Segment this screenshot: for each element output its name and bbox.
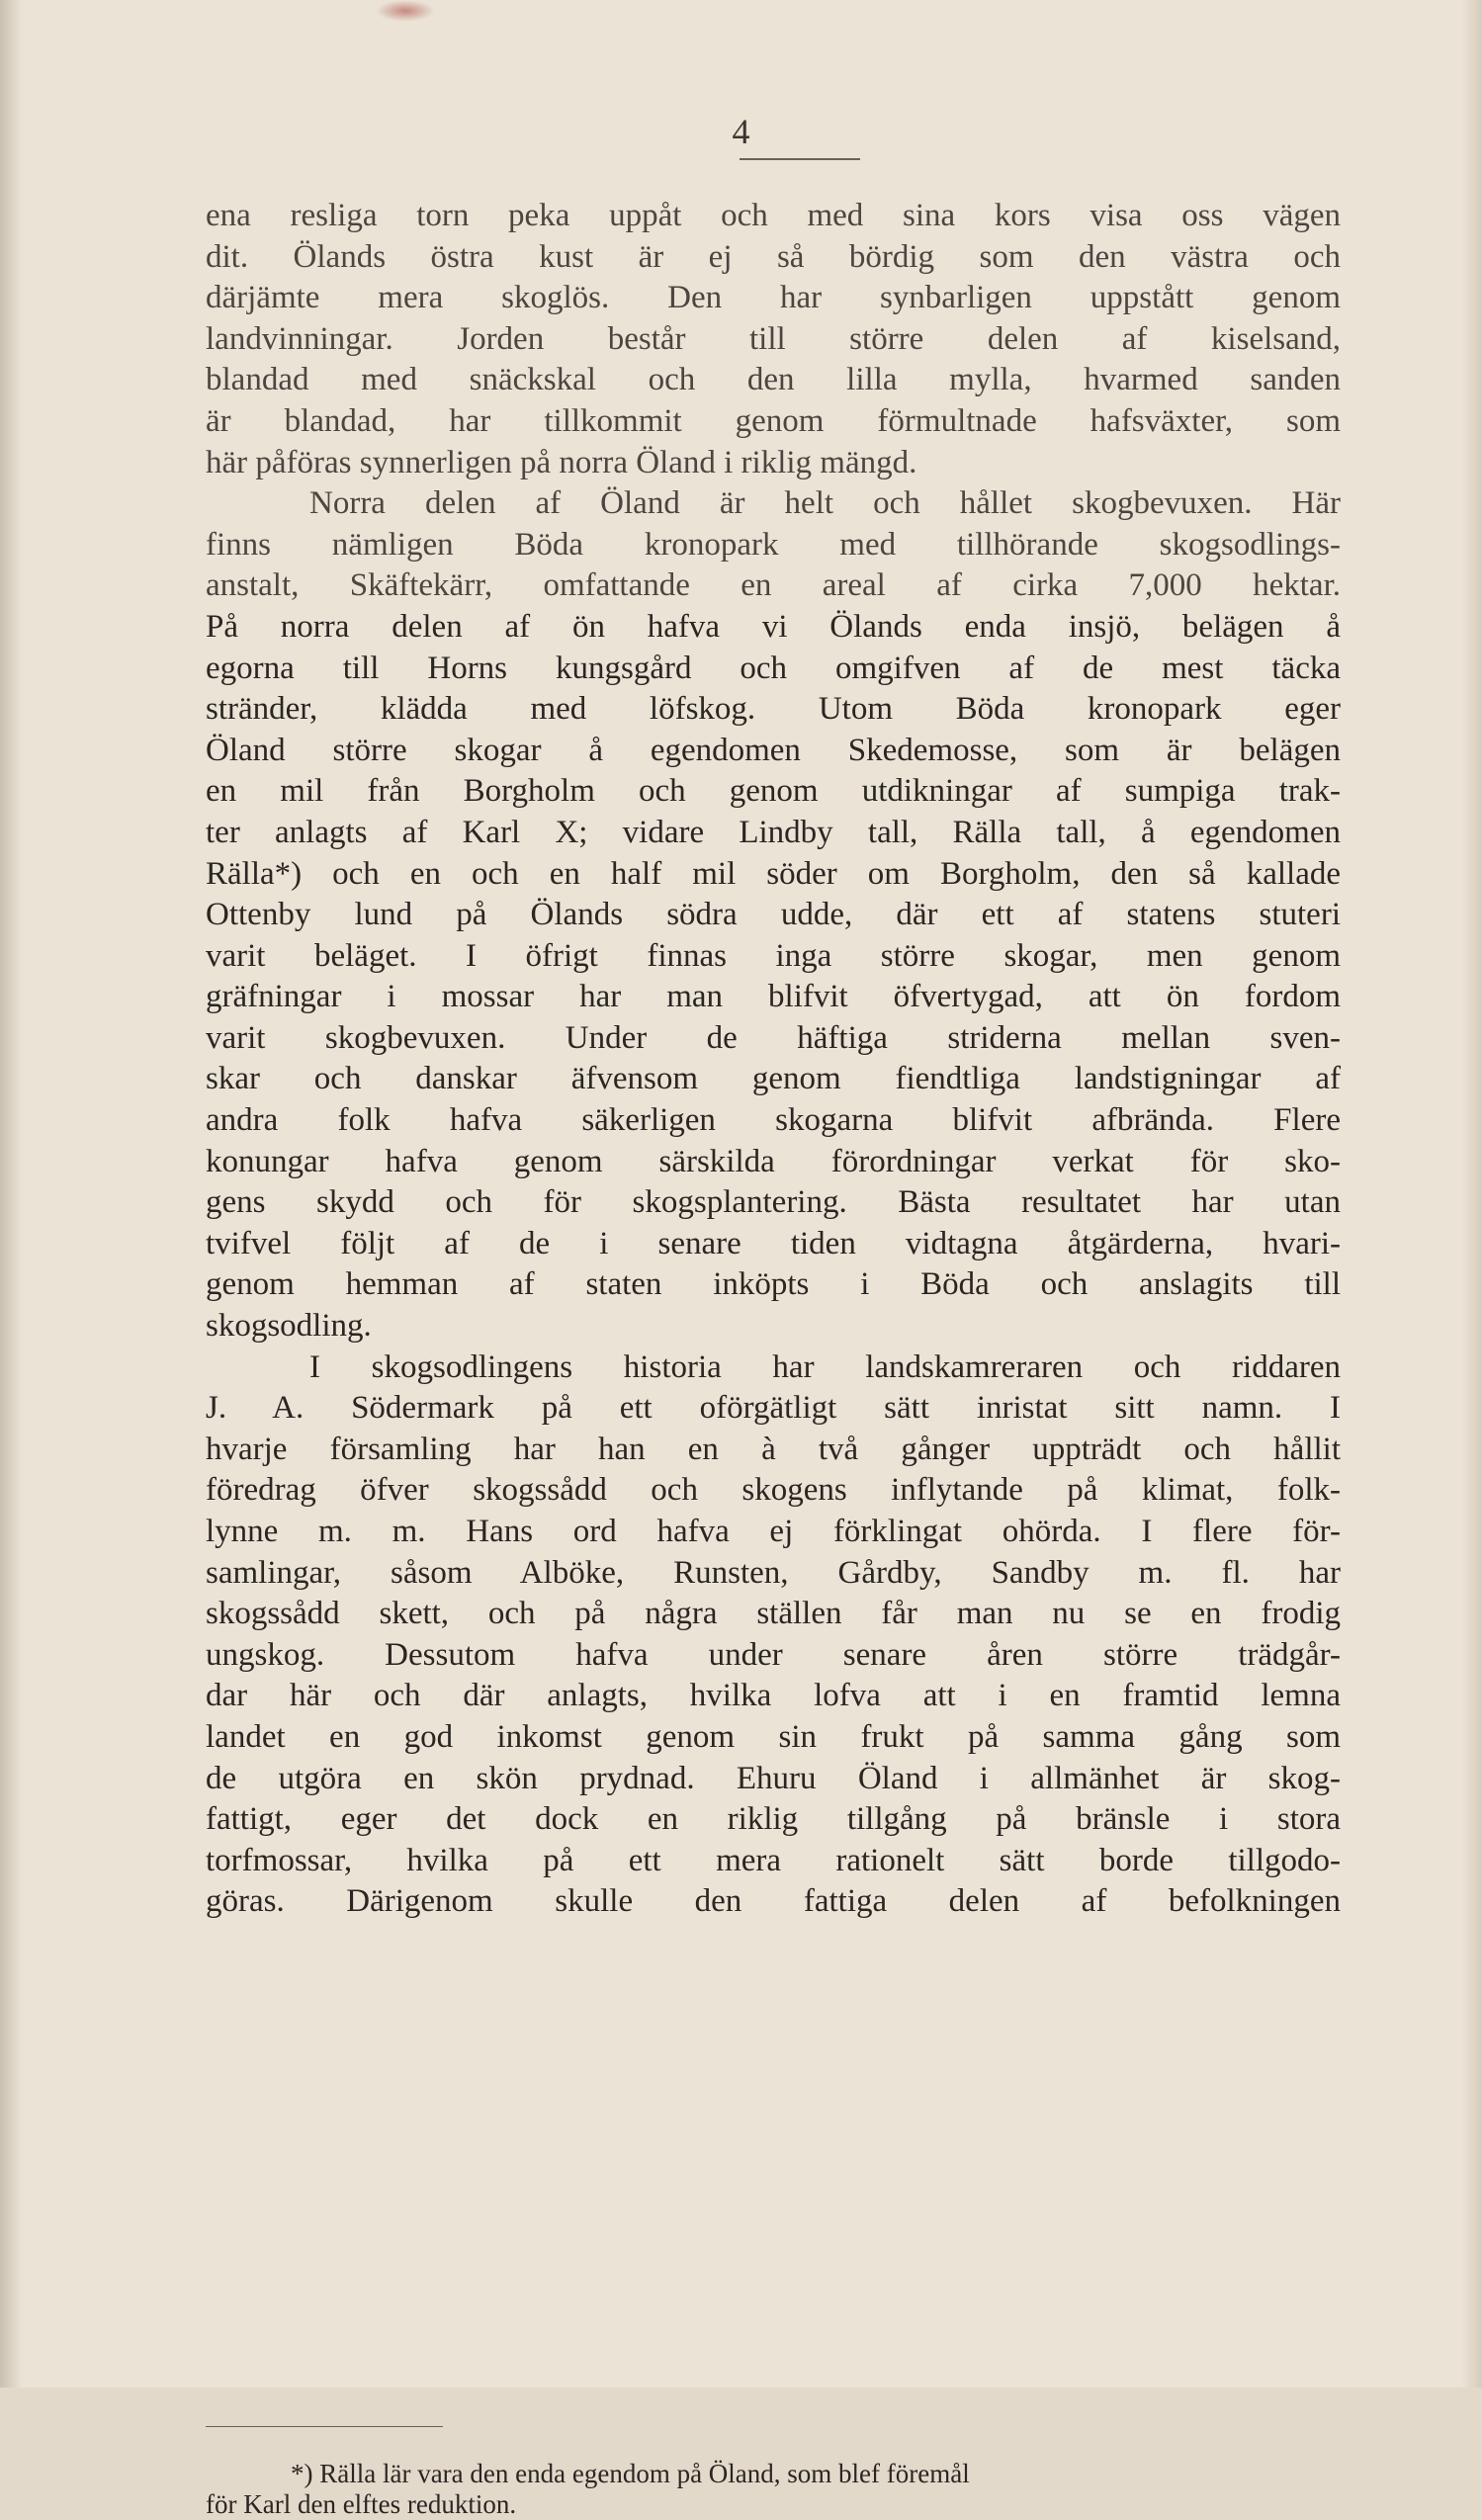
- page-number: 4: [732, 112, 750, 151]
- text-line: I skogsodlingens historia har landskamreraren och riddaren: [309, 1348, 1341, 1385]
- text-line: gräfningar i mossar har man blifvit öfvertygad, att ön fordom: [206, 979, 1341, 1015]
- text-line: J. A. Södermark på ett oförgätligt sätt inristat sitt namn. I: [206, 1390, 1341, 1427]
- text-line: landet en god inkomst genom sin frukt på samma gång som: [206, 1718, 1341, 1755]
- text-line: en mil från Borgholm och genom utdikningar af sumpiga trak-: [206, 773, 1341, 810]
- footnote-line: *) Rälla lär vara den enda egendom på Öland, som blef föremål: [291, 2459, 970, 2488]
- text-line: Öland större skogar å egendomen Skedemosse, som är belägen: [206, 732, 1341, 768]
- text-line: finns nämligen Böda kronopark med tillhörande skogsodlings-: [206, 526, 1341, 563]
- text-line: gens skydd och för skogsplantering. Bästa resultatet har utan: [206, 1184, 1341, 1221]
- text-line: tvifvel följt af de i senare tiden vidtagna åtgärderna, hvari-: [206, 1225, 1341, 1261]
- text-line: anstalt, Skäftekärr, omfattande en areal af cirka 7,000 hektar.: [206, 567, 1341, 604]
- text-line: föredrag öfver skogssådd och skogens inflytande på klimat, folk-: [206, 1472, 1341, 1509]
- footnote-line: för Karl den elftes reduktion.: [206, 2489, 517, 2519]
- text-line: dar här och där anlagts, hvilka lofva att i en framtid lemna: [206, 1678, 1341, 1714]
- text-line: landvinningar. Jorden består till större delen af kiselsand,: [206, 320, 1341, 357]
- footnote: [206, 2459, 1341, 2520]
- text-line: här påföras synnerligen på norra Öland i riklig mängd.: [206, 444, 917, 480]
- text-line: fattigt, eger det dock en riklig tillgång på bränsle i stora: [206, 1801, 1341, 1838]
- text-line: skogsodling.: [206, 1308, 372, 1345]
- text-line: de utgöra en skön prydnad. Ehuru Öland i allmänhet är skog-: [206, 1760, 1341, 1796]
- text-line: därjämte mera skoglös. Den har synbarligen uppstått genom: [206, 280, 1341, 316]
- text-line: På norra delen af ön hafva vi Ölands enda insjö, belägen å: [206, 608, 1341, 645]
- body-text: [206, 196, 1341, 1923]
- text-line: ungskog. Dessutom hafva under senare åren större trädgår-: [206, 1636, 1341, 1673]
- text-line: hvarje församling har han en à två gånger uppträdt och hållit: [206, 1431, 1341, 1467]
- text-line: genom hemman af staten inköpts i Böda och anslagits till: [206, 1266, 1341, 1303]
- text-line: torfmossar, hvilka på ett mera rationelt sätt borde tillgodo-: [206, 1842, 1341, 1878]
- text-line: skogssådd skett, och på några ställen får man nu se en frodig: [206, 1596, 1341, 1632]
- text-line: varit beläget. I öfrigt finnas inga större skogar, men genom: [206, 937, 1341, 974]
- text-line: Norra delen af Öland är helt och hållet skogbevuxen. Här: [309, 485, 1341, 522]
- header-rule: [740, 158, 860, 160]
- text-line: Rälla*) och en och en half mil söder om Borgholm, den så kallade: [206, 855, 1341, 892]
- red-stain: [376, 0, 435, 22]
- text-line: är blandad, har tillkommit genom förmultnade hafsväxter, som: [206, 402, 1341, 439]
- text-line: andra folk hafva säkerligen skogarna blifvit afbrända. Flere: [206, 1102, 1341, 1139]
- text-line: dit. Ölands östra kust är ej så bördig som den västra och: [206, 238, 1341, 275]
- footnote-rule: [206, 2426, 443, 2427]
- text-line: samlingar, såsom Alböke, Runsten, Gårdby, Sandby m. fl. har: [206, 1554, 1341, 1591]
- text-line: konungar hafva genom särskilda förordningar verkat för sko-: [206, 1143, 1341, 1179]
- text-line: varit skogbevuxen. Under de häftiga striderna mellan sven-: [206, 1019, 1341, 1056]
- text-line: egorna till Horns kungsgård och omgifven af de mest täcka: [206, 650, 1341, 686]
- text-line: Ottenby lund på Ölands södra udde, där ett af statens stuteri: [206, 897, 1341, 933]
- text-line: skar och danskar äfvensom genom fiendtliga landstigningar af: [206, 1061, 1341, 1097]
- text-line: stränder, klädda med löfskog. Utom Böda kronopark eger: [206, 691, 1341, 728]
- text-line: ter anlagts af Karl X; vidare Lindby tall, Rälla tall, å egendomen: [206, 814, 1341, 850]
- text-line: lynne m. m. Hans ord hafva ej förklingat ohörda. I flere för-: [206, 1514, 1341, 1549]
- text-line: ena resliga torn peka uppåt och med sina kors visa oss vägen: [206, 198, 1341, 233]
- text-line: göras. Därigenom skulle den fattiga delen af befolkningen: [206, 1883, 1341, 1920]
- text-line: blandad med snäckskal och den lilla mylla, hvarmed sanden: [206, 362, 1341, 398]
